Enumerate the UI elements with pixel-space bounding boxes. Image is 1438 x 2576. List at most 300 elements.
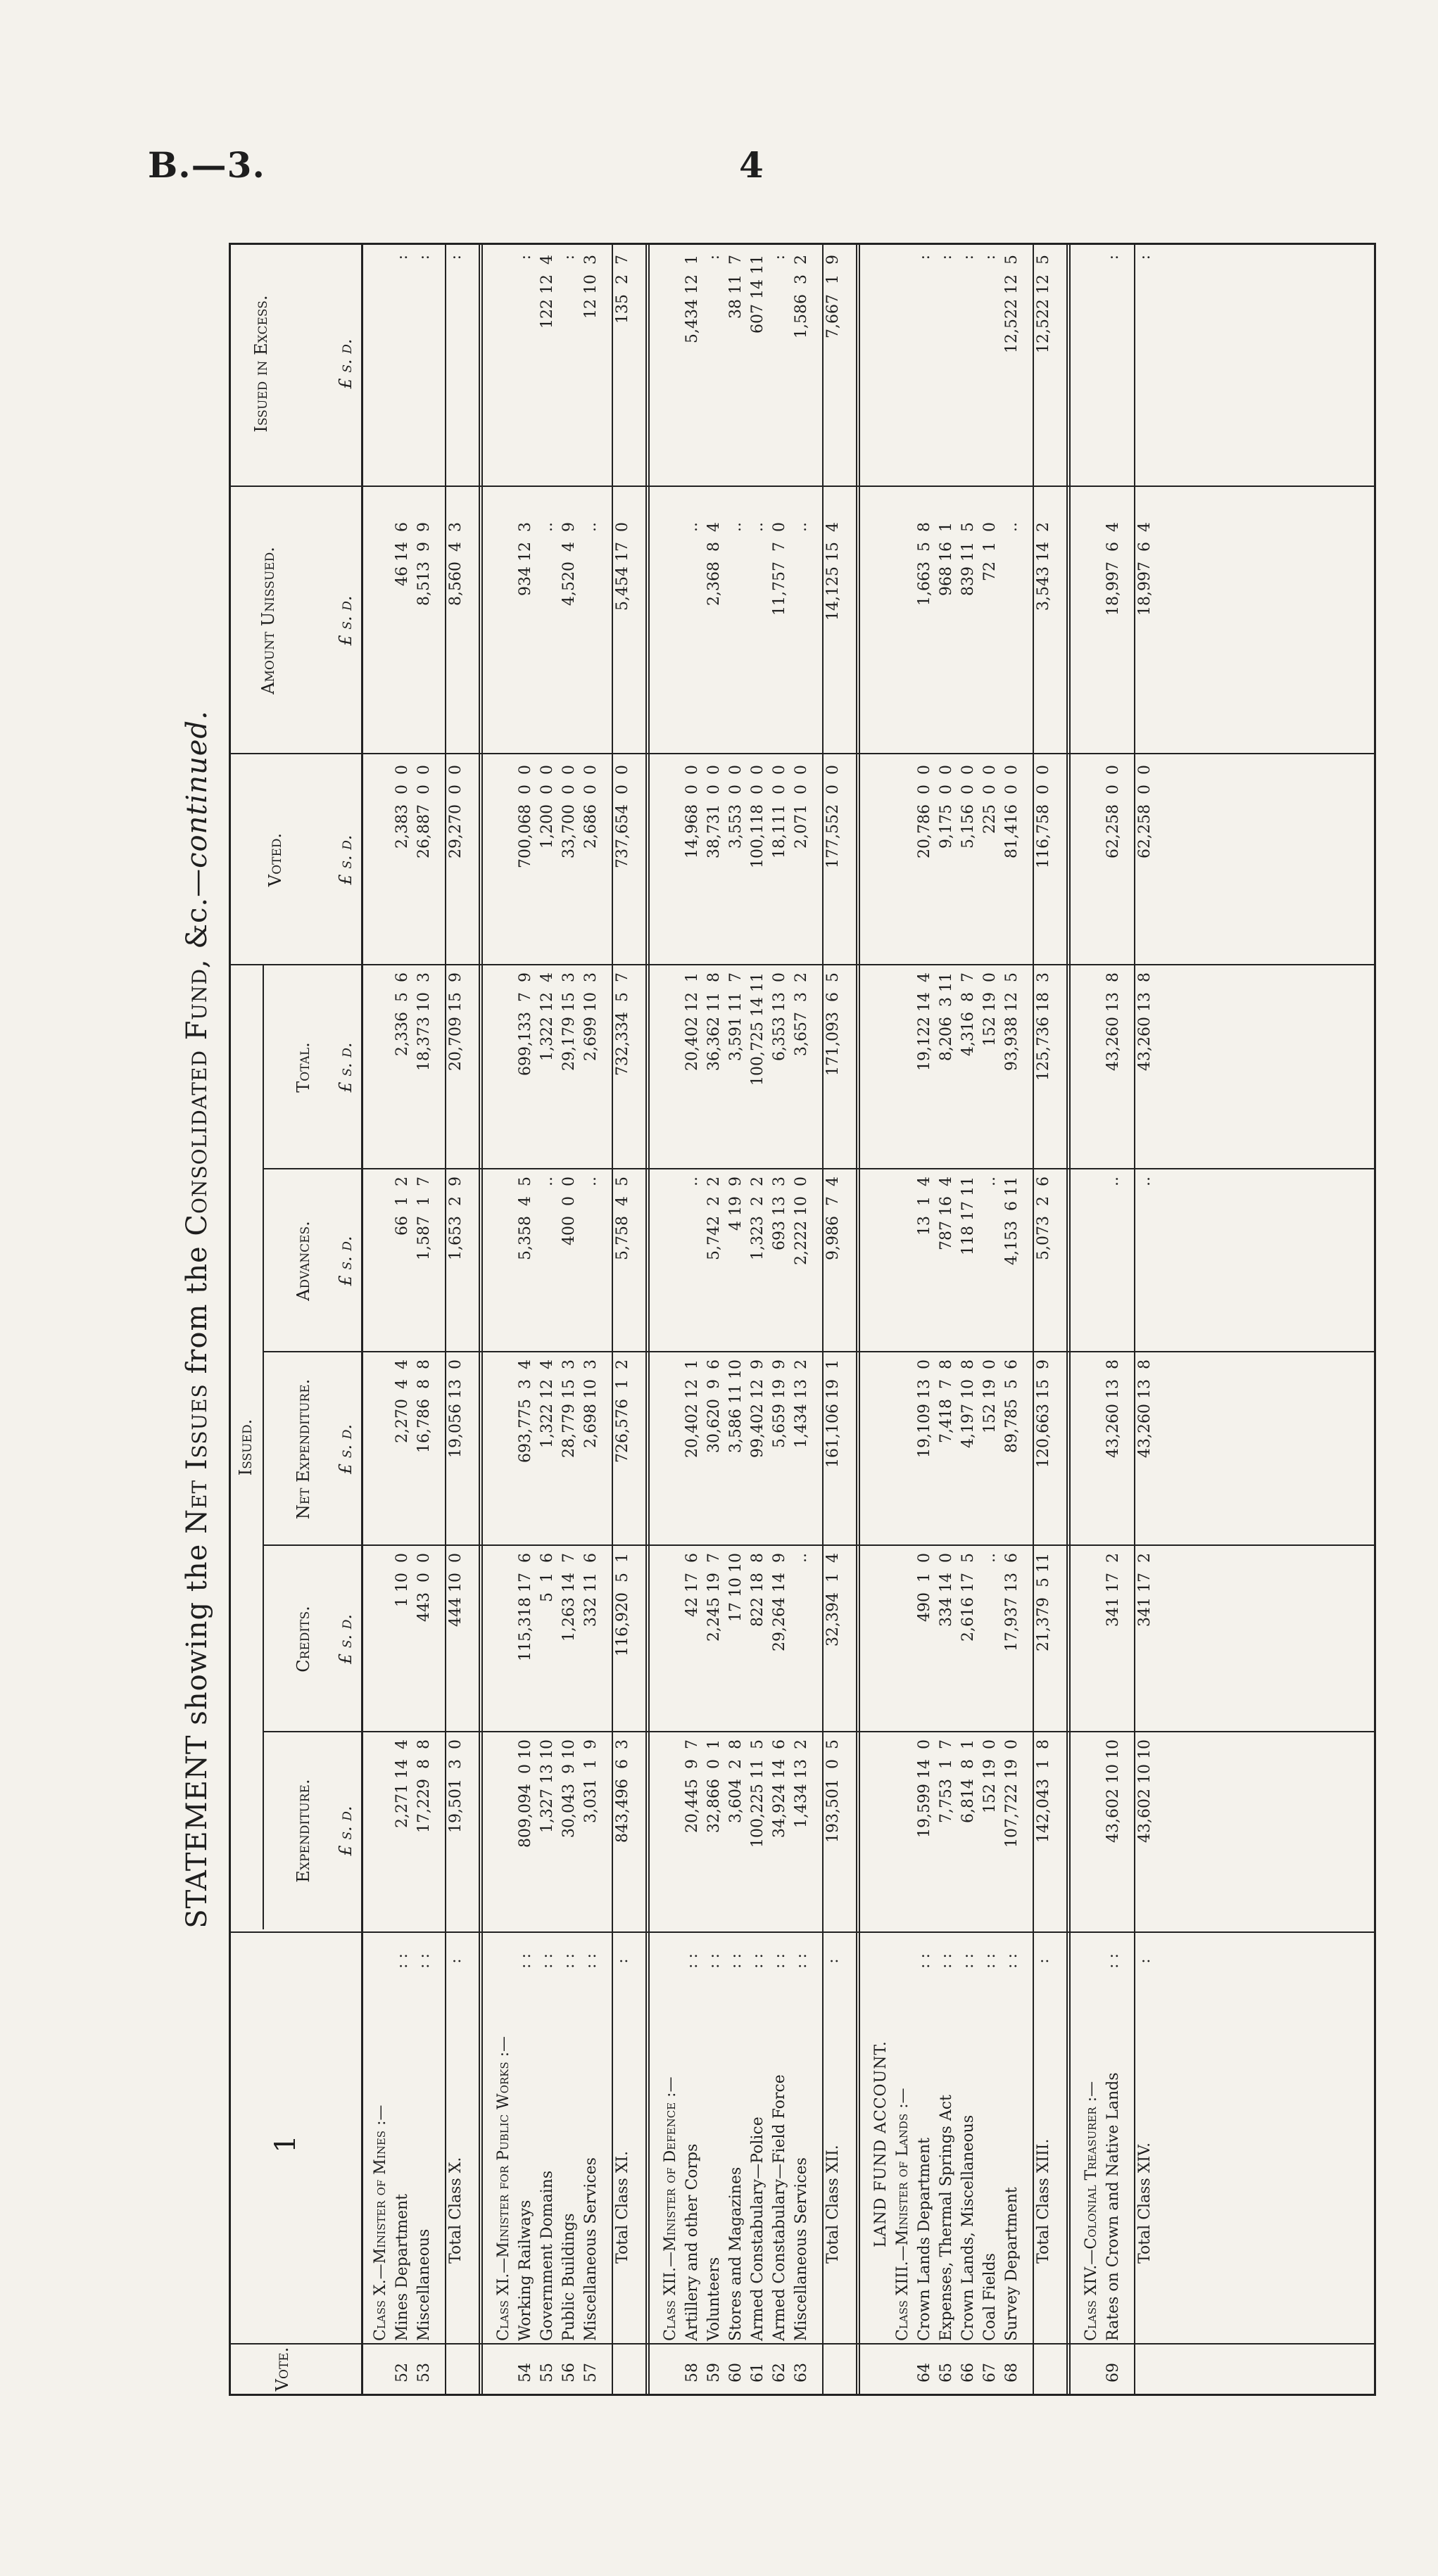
cell-net: 1,322 12 4	[538, 1359, 556, 1448]
cell-advances: 118 17 11	[959, 1176, 977, 1255]
vote-number: 64	[916, 2363, 933, 2383]
header-vote: Vote.	[272, 2347, 292, 2392]
header-subrule	[263, 965, 264, 1929]
cell-advances: 66 1 2	[393, 1176, 411, 1236]
cell-voted: 38,731 0 0	[705, 765, 723, 858]
leader-dots: : :	[683, 1953, 701, 1969]
leader-dots: : :	[1003, 1953, 1021, 1969]
cell-voted: 18,111 0 0	[771, 765, 788, 858]
cell-voted: 225 0 0	[981, 765, 999, 834]
cell-total: 29,179 15 3	[560, 972, 578, 1071]
cell-unissued: 8,560 4 3	[447, 522, 465, 606]
leader-dots: : :	[938, 1953, 955, 1969]
cell-expenditure: 30,043 9 10	[560, 1739, 578, 1838]
vote-number: 63	[793, 2363, 810, 2383]
cell-credits: 17,937 13 6	[1003, 1553, 1021, 1651]
class-heading-row	[494, 245, 513, 2394]
leader-dots: : :	[538, 1953, 556, 1969]
vote-number: 53	[415, 2363, 433, 2383]
cell-unissued: ..	[793, 522, 810, 532]
cell-unissued: 8,513 9 9	[415, 522, 433, 606]
item-label: Expenses, Thermal Springs Act	[938, 2094, 955, 2341]
cell-credits: 42 17 6	[683, 1553, 701, 1617]
cell-unissued: 11,757 7 0	[771, 522, 788, 616]
cell-advances: ..	[538, 1176, 556, 1186]
table-row	[581, 245, 600, 2394]
leader-dots: : :	[916, 1953, 933, 1969]
cell-total: 4,316 8 7	[959, 972, 977, 1056]
vote-number: 68	[1003, 2363, 1021, 2383]
cell-unissued: 14,125 15 4	[824, 522, 842, 621]
leader-dots: : :	[517, 1953, 534, 1969]
leader-dots: :	[447, 1958, 465, 1964]
cell-net: 5,659 19 9	[771, 1359, 788, 1448]
statement-title	[176, 243, 218, 2396]
cell-total: 6,353 13 0	[771, 972, 788, 1061]
rotated-statement	[176, 243, 1394, 2396]
total-label: Total Class XIV.	[1136, 2142, 1154, 2264]
cell-credits: 32,394 1 4	[824, 1553, 842, 1647]
cell-total: 699,133 7 9	[517, 972, 534, 1076]
cell-net: 20,402 12 1	[683, 1359, 701, 1458]
cell-expenditure: 3,604 2 8	[727, 1739, 745, 1823]
cell-excess: 607 14 11	[749, 255, 767, 334]
cell-voted: 2,071 0 0	[793, 765, 810, 849]
cell-unissued: ..	[582, 522, 600, 532]
item-label: Miscellaneous Services	[582, 2157, 600, 2341]
table-row	[748, 245, 767, 2394]
cell-expenditure: 34,924 14 6	[771, 1739, 788, 1838]
header-lsd: £ s. d.	[336, 1236, 355, 1286]
cell-total: 2,336 5 6	[393, 972, 411, 1056]
title-text: showing the	[181, 1533, 213, 1735]
header-col1: 1	[270, 2135, 302, 2153]
section-heading-row	[871, 245, 890, 2394]
item-label: Miscellaneous	[415, 2228, 433, 2341]
table-row	[516, 245, 535, 2394]
leader-dots: :	[1035, 1958, 1052, 1964]
cell-advances: 787 16 4	[938, 1176, 955, 1250]
vote-number: 55	[538, 2363, 556, 2383]
cell-expenditure: 809,094 0 10	[517, 1739, 534, 1848]
leader-dots: : :	[727, 1953, 745, 1969]
cell-voted: 33,700 0 0	[560, 765, 578, 858]
cell-excess: 5,434 12 1	[683, 255, 701, 343]
total-row	[612, 245, 632, 2394]
table-row	[393, 245, 412, 2394]
cell-excess: 135 2 7	[614, 255, 631, 324]
table-row	[538, 245, 557, 2394]
cell-unissued: ..	[749, 522, 767, 532]
cell-expenditure: 7,753 1 7	[938, 1739, 955, 1823]
item-label: Mines Department	[393, 2193, 411, 2341]
cell-unissued: ..	[683, 522, 701, 532]
cell-unissued: 1,663 5 8	[916, 522, 933, 606]
cell-credits: 2,616 17 5	[959, 1553, 977, 1642]
table-row	[726, 245, 745, 2394]
cell-expenditure: 100,225 11 5	[749, 1739, 767, 1848]
cell-advances: 4 19 9	[727, 1176, 745, 1231]
cell-expenditure: 19,501 3 0	[447, 1739, 465, 1833]
cell-total: 2,699 10 3	[582, 972, 600, 1061]
vote-number: 61	[749, 2363, 767, 2383]
cell-total: 20,402 12 1	[683, 972, 701, 1071]
leader-dots: : :	[1104, 1953, 1122, 1969]
item-label: Crown Lands Department	[916, 2138, 933, 2341]
header-issued: Issued.	[236, 1419, 256, 1476]
section-rule	[645, 245, 650, 2394]
leader-dots: :	[614, 1958, 631, 1964]
cell-unissued: 3,543 14 2	[1035, 522, 1052, 611]
class-heading: Class XI.—Minister for Public Works :—	[495, 2036, 512, 2341]
class-heading-row	[371, 245, 390, 2394]
total-row	[445, 245, 465, 2394]
vote-number: 69	[1104, 2363, 1122, 2383]
cell-total: 43,260 13 8	[1104, 972, 1122, 1071]
cell-advances: 13 1 4	[916, 1176, 933, 1236]
cell-excess: :	[415, 255, 433, 260]
leader-dots: : :	[393, 1953, 411, 1969]
cell-voted: 26,887 0 0	[415, 765, 433, 858]
cell-unissued: ..	[538, 522, 556, 532]
vote-number: 66	[959, 2363, 977, 2383]
cell-net: 2,270 4 4	[393, 1359, 411, 1443]
total-label: Total Class XI.	[614, 2150, 631, 2264]
cell-credits: ..	[981, 1553, 999, 1563]
cell-unissued: 72 1 0	[981, 522, 999, 581]
cell-unissued: 4,520 4 9	[560, 522, 578, 606]
leader-dots: : :	[981, 1953, 999, 1969]
statement-table	[229, 243, 1376, 2396]
cell-voted: 14,968 0 0	[683, 765, 701, 858]
cell-expenditure: 193,501 0 5	[824, 1739, 842, 1843]
cell-voted: 116,758 0 0	[1035, 765, 1052, 868]
vote-number: 54	[517, 2363, 534, 2383]
header-credits: Credits.	[294, 1606, 313, 1673]
cell-net: 19,056 13 0	[447, 1359, 465, 1458]
cell-expenditure: 17,229 8 8	[415, 1739, 433, 1833]
cell-net: 19,109 13 0	[916, 1359, 933, 1458]
cell-net: 2,698 10 3	[582, 1359, 600, 1448]
cell-credits: 332 11 6	[582, 1553, 600, 1627]
cell-credits: 490 1 0	[916, 1553, 933, 1622]
vote-number: 60	[727, 2363, 745, 2383]
class-heading-row	[1082, 245, 1101, 2394]
header-lsd: £ s. d.	[336, 835, 355, 885]
section-rule	[856, 245, 860, 2394]
class-heading: Class XII.—Minister of Defence :—	[662, 2076, 679, 2341]
header-lsd: £ s. d.	[336, 1042, 355, 1093]
title-net-issues: Net Issues	[181, 1383, 213, 1534]
cell-expenditure: 843,496 6 3	[614, 1739, 631, 1843]
cell-credits: 1 10 0	[393, 1553, 411, 1607]
cell-total: 3,657 3 2	[793, 972, 810, 1056]
vote-number: 65	[938, 2363, 955, 2383]
item-label: Government Domains	[538, 2170, 556, 2341]
cell-total: 93,938 12 5	[1003, 972, 1021, 1071]
leader-dots: :	[824, 1958, 842, 1964]
cell-advances: 1,587 1 7	[415, 1176, 433, 1260]
table-row	[1104, 245, 1123, 2394]
cell-net: 16,786 8 8	[415, 1359, 433, 1453]
cell-expenditure: 3,031 1 9	[582, 1739, 600, 1823]
cell-excess: 7,667 1 9	[824, 255, 842, 338]
cell-net: 4,197 10 8	[959, 1359, 977, 1448]
header-issued-in-excess: Issued in Excess.	[251, 295, 271, 433]
cell-credits: 2,245 19 7	[705, 1553, 723, 1642]
cell-advances: ..	[1136, 1176, 1154, 1186]
cell-credits: 341 17 2	[1136, 1553, 1154, 1627]
cell-credits: 116,920 5 1	[614, 1553, 631, 1656]
cell-advances: 5,073 2 6	[1035, 1176, 1052, 1260]
cell-expenditure: 1,327 13 10	[538, 1739, 556, 1833]
cell-excess: 1,586 3 2	[793, 255, 810, 338]
header-expenditure: Expenditure.	[294, 1779, 313, 1883]
cell-net: 693,775 3 4	[517, 1359, 534, 1463]
section-rule	[1066, 245, 1071, 2394]
cell-total: 125,736 18 3	[1035, 972, 1052, 1081]
cell-voted: 62,258 0 0	[1136, 765, 1154, 858]
cell-advances: 9,986 7 4	[824, 1176, 842, 1260]
cell-voted: 2,686 0 0	[582, 765, 600, 849]
cell-net: 161,106 19 1	[824, 1359, 842, 1468]
cell-unissued: 18,997 6 4	[1136, 522, 1154, 616]
title-text: from the	[181, 1236, 213, 1384]
cell-expenditure: 2,271 14 4	[393, 1739, 411, 1828]
cell-advances: ..	[981, 1176, 999, 1186]
table-row	[415, 245, 434, 2394]
cell-excess: :	[447, 255, 465, 260]
cell-total: 152 19 0	[981, 972, 999, 1046]
section-heading: LAND FUND ACCOUNT.	[872, 2041, 890, 2247]
cell-credits: 21,379 5 11	[1035, 1553, 1052, 1651]
cell-credits: 29,264 14 9	[771, 1553, 788, 1651]
total-row	[822, 245, 843, 2394]
header-total: Total.	[294, 1042, 313, 1093]
cell-advances: 4,153 6 11	[1003, 1176, 1021, 1265]
item-label: Volunteers	[705, 2257, 723, 2341]
cell-net: 89,785 5 6	[1003, 1359, 1021, 1453]
table-row	[705, 245, 724, 2394]
page-reference: B.—3.	[148, 144, 265, 186]
cell-voted: 3,553 0 0	[727, 765, 745, 849]
cell-unissued: ..	[1003, 522, 1021, 532]
section-rule	[479, 245, 483, 2394]
cell-net: 3,586 11 10	[727, 1359, 745, 1453]
cell-advances: 5,742 2 2	[705, 1176, 723, 1260]
leader-dots: : :	[705, 1953, 723, 1969]
table-body	[361, 245, 1374, 2394]
cell-advances: 400 0 0	[560, 1176, 578, 1245]
cell-advances: ..	[683, 1176, 701, 1186]
cell-total: 3,591 11 7	[727, 972, 745, 1061]
header-lsd: £ s. d.	[336, 595, 355, 646]
item-label: Coal Fields	[981, 2253, 999, 2341]
cell-excess: :	[916, 255, 933, 260]
header-lsd: £ s. d.	[336, 338, 355, 389]
item-label: Armed Constabulary—Police	[749, 2117, 767, 2341]
cell-advances: ..	[1104, 1176, 1122, 1186]
cell-total: 732,334 5 7	[614, 972, 631, 1076]
page-number: 4	[739, 144, 764, 186]
item-label: Armed Constabulary—Field Force	[771, 2074, 788, 2341]
cell-credits: 341 17 2	[1104, 1553, 1122, 1627]
leader-dots: : :	[771, 1953, 788, 1969]
table-row	[959, 245, 978, 2394]
leader-dots: : :	[749, 1953, 767, 1969]
item-label: Miscellaneous Services	[793, 2157, 810, 2341]
leader-dots: : :	[582, 1953, 600, 1969]
title-text: , &c.—	[181, 868, 213, 969]
cell-total: 18,373 10 3	[415, 972, 433, 1071]
total-label: Total Class X.	[447, 2157, 465, 2264]
cell-expenditure: 152 19 0	[981, 1739, 999, 1813]
cell-excess: :	[959, 255, 977, 260]
leader-dots: : :	[793, 1953, 810, 1969]
cell-excess: :	[560, 255, 578, 260]
cell-unissued: 5,454 17 0	[614, 522, 631, 611]
cell-net: 28,779 15 3	[560, 1359, 578, 1458]
vote-number: 62	[771, 2363, 788, 2383]
cell-excess: 12 10 3	[582, 255, 600, 319]
cell-voted: 100,118 0 0	[749, 765, 767, 868]
cell-advances: ..	[582, 1176, 600, 1186]
class-heading-row	[661, 245, 680, 2394]
cell-advances: 1,653 2 9	[447, 1176, 465, 1260]
cell-unissued: 2,368 8 4	[705, 522, 723, 606]
cell-credits: ..	[793, 1553, 810, 1563]
cell-excess: :	[393, 255, 411, 260]
table-row	[915, 245, 934, 2394]
class-heading: Class XIV.—Colonial Treasurer :—	[1083, 2081, 1100, 2341]
cell-excess: :	[705, 255, 723, 260]
cell-credits: 17 10 10	[727, 1553, 745, 1622]
cell-voted: 62,258 0 0	[1104, 765, 1122, 858]
cell-voted: 177,552 0 0	[824, 765, 842, 868]
title-fund: Consolidated Fund	[181, 968, 213, 1236]
cell-net: 1,434 13 2	[793, 1359, 810, 1448]
cell-net: 43,260 13 8	[1136, 1359, 1154, 1458]
cell-net: 7,418 7 8	[938, 1359, 955, 1443]
total-row	[1033, 245, 1053, 2394]
table-row	[937, 245, 956, 2394]
cell-net: 43,260 13 8	[1104, 1359, 1122, 1458]
title-statement: STATEMENT	[181, 1734, 213, 1929]
cell-net: 152 19 0	[981, 1359, 999, 1433]
total-label: Total Class XII.	[824, 2145, 842, 2264]
header-advances: Advances.	[294, 1221, 313, 1301]
cell-total: 36,362 11 8	[705, 972, 723, 1071]
header-lsd: £ s. d.	[336, 1423, 355, 1475]
cell-credits: 444 10 0	[447, 1553, 465, 1627]
table-row	[770, 245, 789, 2394]
header-amount-unissued: Amount Unissued.	[258, 547, 278, 694]
leader-dots: : :	[959, 1953, 977, 1969]
cell-advances: 5,758 4 5	[614, 1176, 631, 1260]
item-label: Working Railways	[517, 2200, 534, 2341]
header-lsd: £ s. d.	[336, 1613, 355, 1665]
class-heading: Class XIII.—Minister of Lands :—	[894, 2088, 912, 2341]
cell-net: 726,576 1 2	[614, 1359, 631, 1463]
table-row	[792, 245, 811, 2394]
leader-dots: : :	[560, 1953, 578, 1969]
cell-total: 8,206 3 11	[938, 972, 955, 1061]
cell-excess: 38 11 7	[727, 255, 745, 319]
cell-voted: 20,786 0 0	[916, 765, 933, 858]
cell-unissued: 18,997 6 4	[1104, 522, 1122, 616]
cell-expenditure: 20,445 9 7	[683, 1739, 701, 1833]
item-label: Crown Lands, Miscellaneous	[959, 2114, 977, 2341]
vote-number: 56	[560, 2363, 578, 2383]
cell-expenditure: 1,434 13 2	[793, 1739, 810, 1828]
cell-credits: 5 1 6	[538, 1553, 556, 1602]
cell-expenditure: 32,866 0 1	[705, 1739, 723, 1833]
cell-credits: 443 0 0	[415, 1553, 433, 1622]
cell-expenditure: 43,602 10 10	[1104, 1739, 1122, 1843]
total-label: Total Class XIII.	[1035, 2138, 1052, 2264]
cell-unissued: 839 11 5	[959, 522, 977, 596]
cell-excess: :	[771, 255, 788, 260]
cell-expenditure: 142,043 1 8	[1035, 1739, 1052, 1843]
class-heading-row	[893, 245, 912, 2394]
cell-credits: 822 18 8	[749, 1553, 767, 1627]
vote-number: 52	[393, 2363, 411, 2383]
cell-expenditure: 19,599 14 0	[916, 1739, 933, 1838]
cell-voted: 700,068 0 0	[517, 765, 534, 868]
cell-advances: 5,358 4 5	[517, 1176, 534, 1260]
title-continued: continued.	[181, 710, 213, 868]
vote-number: 57	[582, 2363, 600, 2383]
cell-unissued: 934 12 3	[517, 522, 534, 596]
table-row	[980, 245, 999, 2394]
table-header	[231, 245, 363, 2394]
cell-advances: 1,323 2 2	[749, 1176, 767, 1260]
cell-advances: 693 13 3	[771, 1176, 788, 1250]
cell-net: 30,620 9 6	[705, 1359, 723, 1453]
cell-unissued: 46 14 6	[393, 522, 411, 586]
cell-excess: :	[1104, 255, 1122, 260]
cell-advances: 2,222 10 0	[793, 1176, 810, 1265]
cell-total: 1,322 12 4	[538, 972, 556, 1061]
header-lsd: £ s. d.	[336, 1806, 355, 1856]
cell-credits: 115,318 17 6	[517, 1553, 534, 1661]
cell-expenditure: 6,814 8 1	[959, 1739, 977, 1823]
cell-net: 120,663 15 9	[1035, 1359, 1052, 1468]
cell-credits: 1,263 14 7	[560, 1553, 578, 1642]
cell-voted: 81,416 0 0	[1003, 765, 1021, 858]
cell-voted: 737,654 0 0	[614, 765, 631, 868]
class-heading: Class X.—Minister of Mines :—	[372, 2105, 389, 2341]
cell-excess: :	[938, 255, 955, 260]
cell-net: 99,402 12 9	[749, 1359, 767, 1458]
cell-total: 20,709 15 9	[447, 972, 465, 1071]
cell-expenditure: 107,722 19 0	[1003, 1739, 1021, 1848]
table-row	[560, 245, 579, 2394]
item-label: Stores and Magazines	[727, 2166, 745, 2341]
vote-number: 67	[981, 2363, 999, 2383]
cell-total: 43,260 13 8	[1136, 972, 1154, 1071]
cell-voted: 1,200 0 0	[538, 765, 556, 849]
cell-total: 100,725 14 11	[749, 972, 767, 1086]
cell-expenditure: 43,602 10 10	[1136, 1739, 1154, 1843]
item-label: Survey Department	[1003, 2187, 1021, 2341]
cell-excess: 122 12 4	[538, 255, 556, 329]
cell-credits: 334 14 0	[938, 1553, 955, 1627]
item-label: Public Buildings	[560, 2213, 578, 2341]
leader-dots: :	[1136, 1958, 1154, 1964]
cell-voted: 5,156 0 0	[959, 765, 977, 849]
total-row	[1134, 245, 1154, 2394]
